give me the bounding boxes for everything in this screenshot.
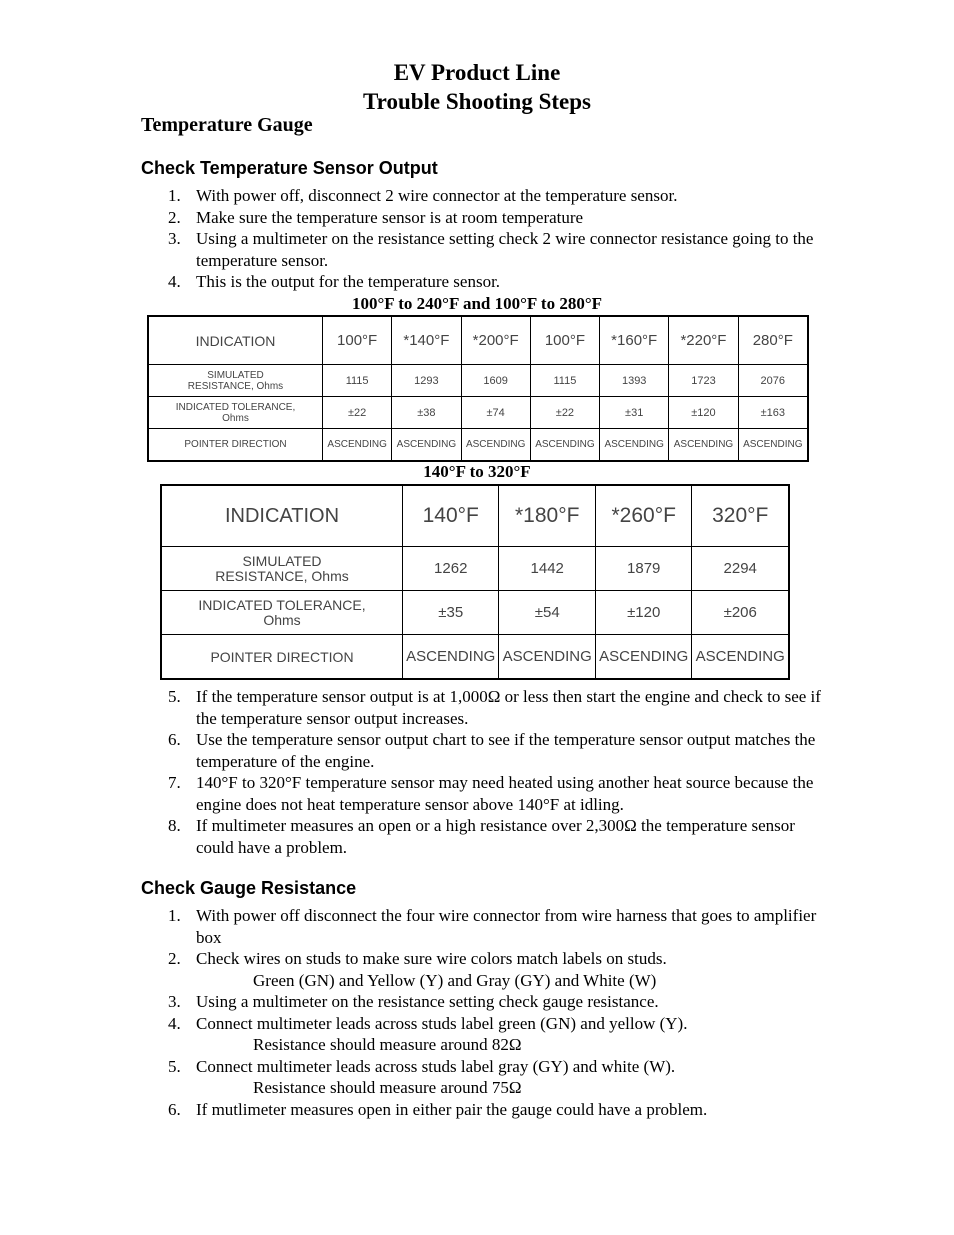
table-cell: ASCENDING <box>461 429 530 462</box>
table-row <box>148 316 808 365</box>
table-row <box>148 397 808 429</box>
list-item: 3. Using a multimeter on the resistance setting check gauge resistance. <box>168 992 659 1011</box>
table-cell: ±22 <box>530 397 599 429</box>
table-cell: ASCENDING <box>600 429 669 462</box>
list-item: 5. Connect multimeter leads across studs label gray (GY) and white (W). Resistance should measure around 75Ω <box>168 1056 676 1097</box>
table-row <box>148 365 808 397</box>
table-cell: 1879 <box>595 547 691 591</box>
table-row <box>161 591 789 635</box>
table1-caption: 100°F to 240°F and 100°F to 280°F <box>351 294 603 313</box>
table-row <box>161 635 789 680</box>
table-cell: 2294 <box>692 547 789 591</box>
table-cell: *220°F <box>669 316 738 365</box>
table-cell: ±120 <box>595 591 691 635</box>
table-cell: ASCENDING <box>669 429 738 462</box>
table-cell: ±31 <box>600 397 669 429</box>
document-title-line2: Trouble Shooting Steps <box>363 89 591 114</box>
sensor-output-table-2 <box>160 484 790 680</box>
table-cell: *160°F <box>600 316 669 365</box>
table-cell: ASCENDING <box>499 635 595 680</box>
table-cell: ASCENDING <box>323 429 392 462</box>
list-item: 5. If the temperature sensor output is at 1,000Ω or less then start the engine and check to see if the temperature sensor output increases. <box>168 687 821 728</box>
table-cell: 280°F <box>738 316 808 365</box>
gauge-section-heading: Check Gauge Resistance <box>141 878 357 898</box>
table-cell: 1442 <box>499 547 595 591</box>
sensor-section-heading: Check Temperature Sensor Output <box>141 158 438 178</box>
row-label-direction: POINTER DIRECTION <box>148 429 323 462</box>
list-item: 4. This is the output for the temperature sensor. <box>168 272 501 291</box>
table-cell: 1609 <box>461 365 530 397</box>
table-cell: 2076 <box>738 365 808 397</box>
table-row <box>148 429 808 462</box>
table-cell: ASCENDING <box>692 635 789 680</box>
table-cell: ±206 <box>692 591 789 635</box>
table-cell: ±163 <box>738 397 808 429</box>
row-label-indication: INDICATION <box>148 316 323 365</box>
row-label-resistance: SIMULATED RESISTANCE, Ohms <box>161 547 403 591</box>
table-cell: ±35 <box>403 591 499 635</box>
row-label-direction: POINTER DIRECTION <box>161 635 403 680</box>
sensor-output-table-1 <box>147 315 809 462</box>
list-item: 7. 140°F to 320°F temperature sensor may need heated using another heat source because the engine does not heat temperature sensor above 140°F at idling. <box>168 773 814 814</box>
section-subtitle: Temperature Gauge <box>141 114 313 136</box>
table-cell: 1293 <box>392 365 461 397</box>
gauge-steps-list <box>168 905 828 1120</box>
row-label-resistance: SIMULATED RESISTANCE, Ohms <box>148 365 323 397</box>
table-cell: 320°F <box>692 485 789 547</box>
table-cell: ASCENDING <box>738 429 808 462</box>
list-item: 2. Make sure the temperature sensor is at room temperature <box>168 207 584 227</box>
table-cell: 100°F <box>323 316 392 365</box>
table-cell: ASCENDING <box>595 635 691 680</box>
table-cell: 140°F <box>403 485 499 547</box>
sensor-steps-list <box>168 185 828 293</box>
table-cell: ASCENDING <box>392 429 461 462</box>
table-cell: 1393 <box>600 365 669 397</box>
table-cell: ASCENDING <box>530 429 599 462</box>
list-item: 4. Connect multimeter leads across studs label green (GN) and yellow (Y). Resistance should measure around 82Ω <box>168 1013 688 1054</box>
table-cell: *260°F <box>595 485 691 547</box>
table-cell: 1262 <box>403 547 499 591</box>
table-cell: ±74 <box>461 397 530 429</box>
table-row <box>161 547 789 591</box>
table-cell: *180°F <box>499 485 595 547</box>
row-label-tolerance: INDICATED TOLERANCE, Ohms <box>148 397 323 429</box>
table-cell: ±120 <box>669 397 738 429</box>
table-cell: 1115 <box>530 365 599 397</box>
list-item: 3. Using a multimeter on the resistance setting check 2 wire connector resistance going to the temperature sensor. <box>168 229 814 270</box>
table-cell: ±38 <box>392 397 461 429</box>
list-item: 8. If multimeter measures an open or a high resistance over 2,300Ω the temperature sensor could have a problem. <box>168 816 795 857</box>
list-item: 1. With power off disconnect the four wire connector from wire harness that goes to amplifier box <box>168 906 817 947</box>
table-cell: ASCENDING <box>403 635 499 680</box>
list-item: 6. Use the temperature sensor output chart to see if the temperature sensor output matches the temperature of the engine. <box>168 730 816 771</box>
table-cell: ±22 <box>323 397 392 429</box>
list-item: 6. If mutlimeter measures open in either pair the gauge could have a problem. <box>168 1099 708 1119</box>
list-item: 2. Check wires on studs to make sure wire colors match labels on studs. Green (GN) and Yellow (Y) and Gray (GY) and White (W) <box>168 949 667 990</box>
table-cell: 100°F <box>530 316 599 365</box>
row-label-tolerance: INDICATED TOLERANCE, Ohms <box>161 591 403 635</box>
sensor-steps-list-continued <box>168 686 828 858</box>
table2-caption: 140°F to 320°F <box>423 462 531 481</box>
table-cell: ±54 <box>499 591 595 635</box>
table-cell: *200°F <box>461 316 530 365</box>
table-row <box>161 485 789 547</box>
table-cell: 1115 <box>323 365 392 397</box>
row-label-indication: INDICATION <box>161 485 403 547</box>
table-cell: *140°F <box>392 316 461 365</box>
document-title: EV Product Line <box>393 60 561 85</box>
list-item: 1. With power off, disconnect 2 wire connector at the temperature sensor. <box>168 186 678 205</box>
table-cell: 1723 <box>669 365 738 397</box>
